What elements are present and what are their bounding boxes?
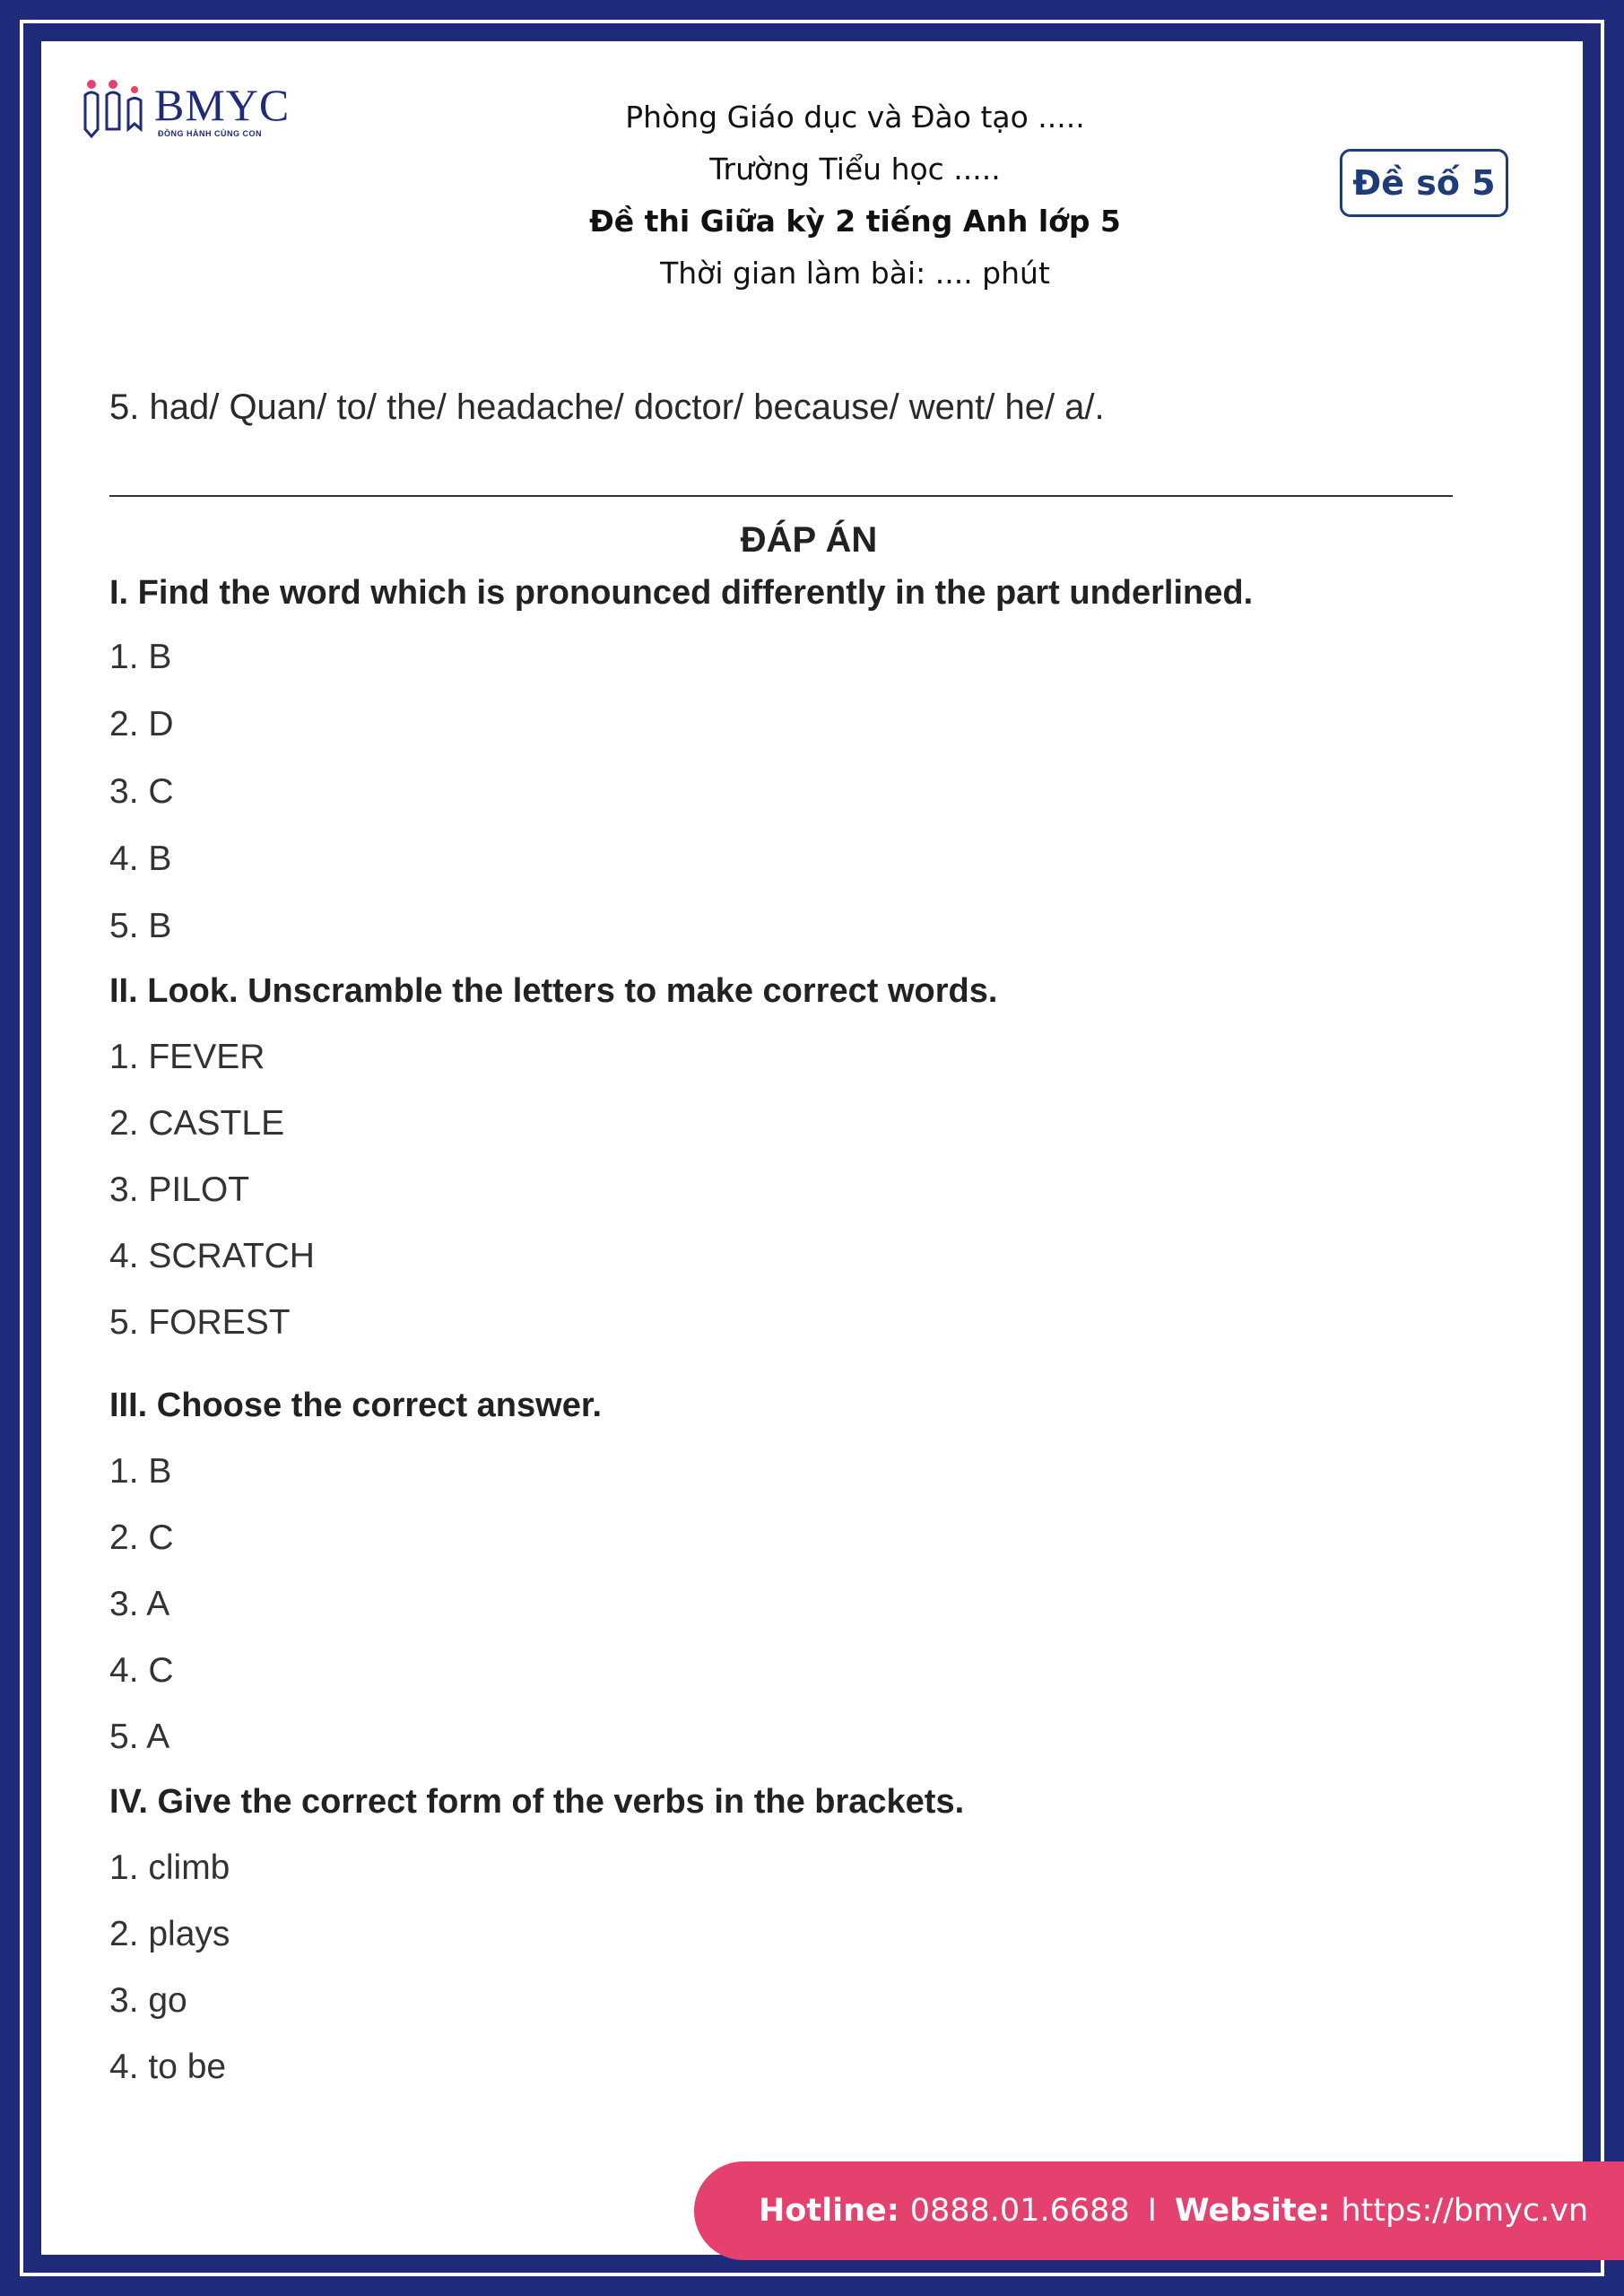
section-1 <box>109 570 1508 949</box>
answer-item: 4. B <box>109 839 172 878</box>
section-2 <box>109 969 1508 1345</box>
answer-line <box>109 450 1453 497</box>
exam-content <box>109 384 1508 2090</box>
answer-item: 1. B <box>109 638 172 676</box>
document-page <box>41 41 1583 2255</box>
department-line: Phòng Giáo dục và Đào tạo ..... <box>625 100 1085 135</box>
section-3 <box>109 1383 1508 1760</box>
answer-item: 2. D <box>109 705 174 744</box>
bmyc-logo <box>81 74 314 154</box>
logo-figures-icon <box>81 74 152 154</box>
contact-bar <box>694 2161 1624 2260</box>
answer-item: 2. plays <box>109 1915 230 1953</box>
answer-item: 5. FOREST <box>109 1303 291 1342</box>
answer-item: 4. C <box>109 1651 174 1690</box>
separator: I <box>1147 2193 1157 2229</box>
answer-item: 3. PILOT <box>109 1170 250 1209</box>
answer-item: 3. A <box>109 1585 170 1623</box>
answer-item: 5. B <box>109 907 172 945</box>
section-heading: III. Choose the correct answer. <box>109 1387 603 1424</box>
answer-item: 4. to be <box>109 2048 227 2086</box>
section-4 <box>109 1779 1508 2090</box>
exam-title: Đề thi Giữa kỳ 2 tiếng Anh lớp 5 <box>589 204 1121 239</box>
website-link[interactable]: https://bmyc.vn <box>1341 2193 1589 2229</box>
question-5: 5. had/ Quan/ to/ the/ headache/ doctor/ because/ went/ he/ a/. <box>109 387 1105 427</box>
answer-key-title: ĐÁP ÁN <box>740 520 878 560</box>
section-heading: IV. Give the correct form of the verbs in the brackets. <box>109 1783 965 1821</box>
time-line: Thời gian làm bài: .... phút <box>660 256 1050 291</box>
hotline-number[interactable]: 0888.01.6688 <box>909 2193 1130 2229</box>
section-heading: II. Look. Unscramble the letters to make correct words. <box>109 972 998 1010</box>
answer-item: 4. SCRATCH <box>109 1237 315 1275</box>
answer-item: 1. B <box>109 1452 172 1491</box>
exam-number-badge: Đề số 5 <box>1340 149 1508 217</box>
logo-name: BMYC <box>154 80 291 130</box>
answer-item: 3. C <box>109 772 174 811</box>
answer-item: 5. A <box>109 1718 170 1756</box>
school-line: Trường Tiểu học ..... <box>709 152 1001 187</box>
answer-item: 2. CASTLE <box>109 1104 285 1143</box>
answer-item: 2. C <box>109 1518 174 1557</box>
exam-header <box>400 91 1310 300</box>
section-heading: I. Find the word which is pronounced differently in the part underlined. <box>109 574 1254 612</box>
hotline-label: Hotline: <box>759 2193 899 2229</box>
logo-tagline: ĐỒNG HÀNH CÙNG CON <box>158 129 262 138</box>
website-label: Website: <box>1174 2193 1331 2229</box>
answer-item: 1. climb <box>109 1848 230 1887</box>
answer-item: 1. FEVER <box>109 1038 265 1076</box>
answer-item: 3. go <box>109 1981 187 2020</box>
